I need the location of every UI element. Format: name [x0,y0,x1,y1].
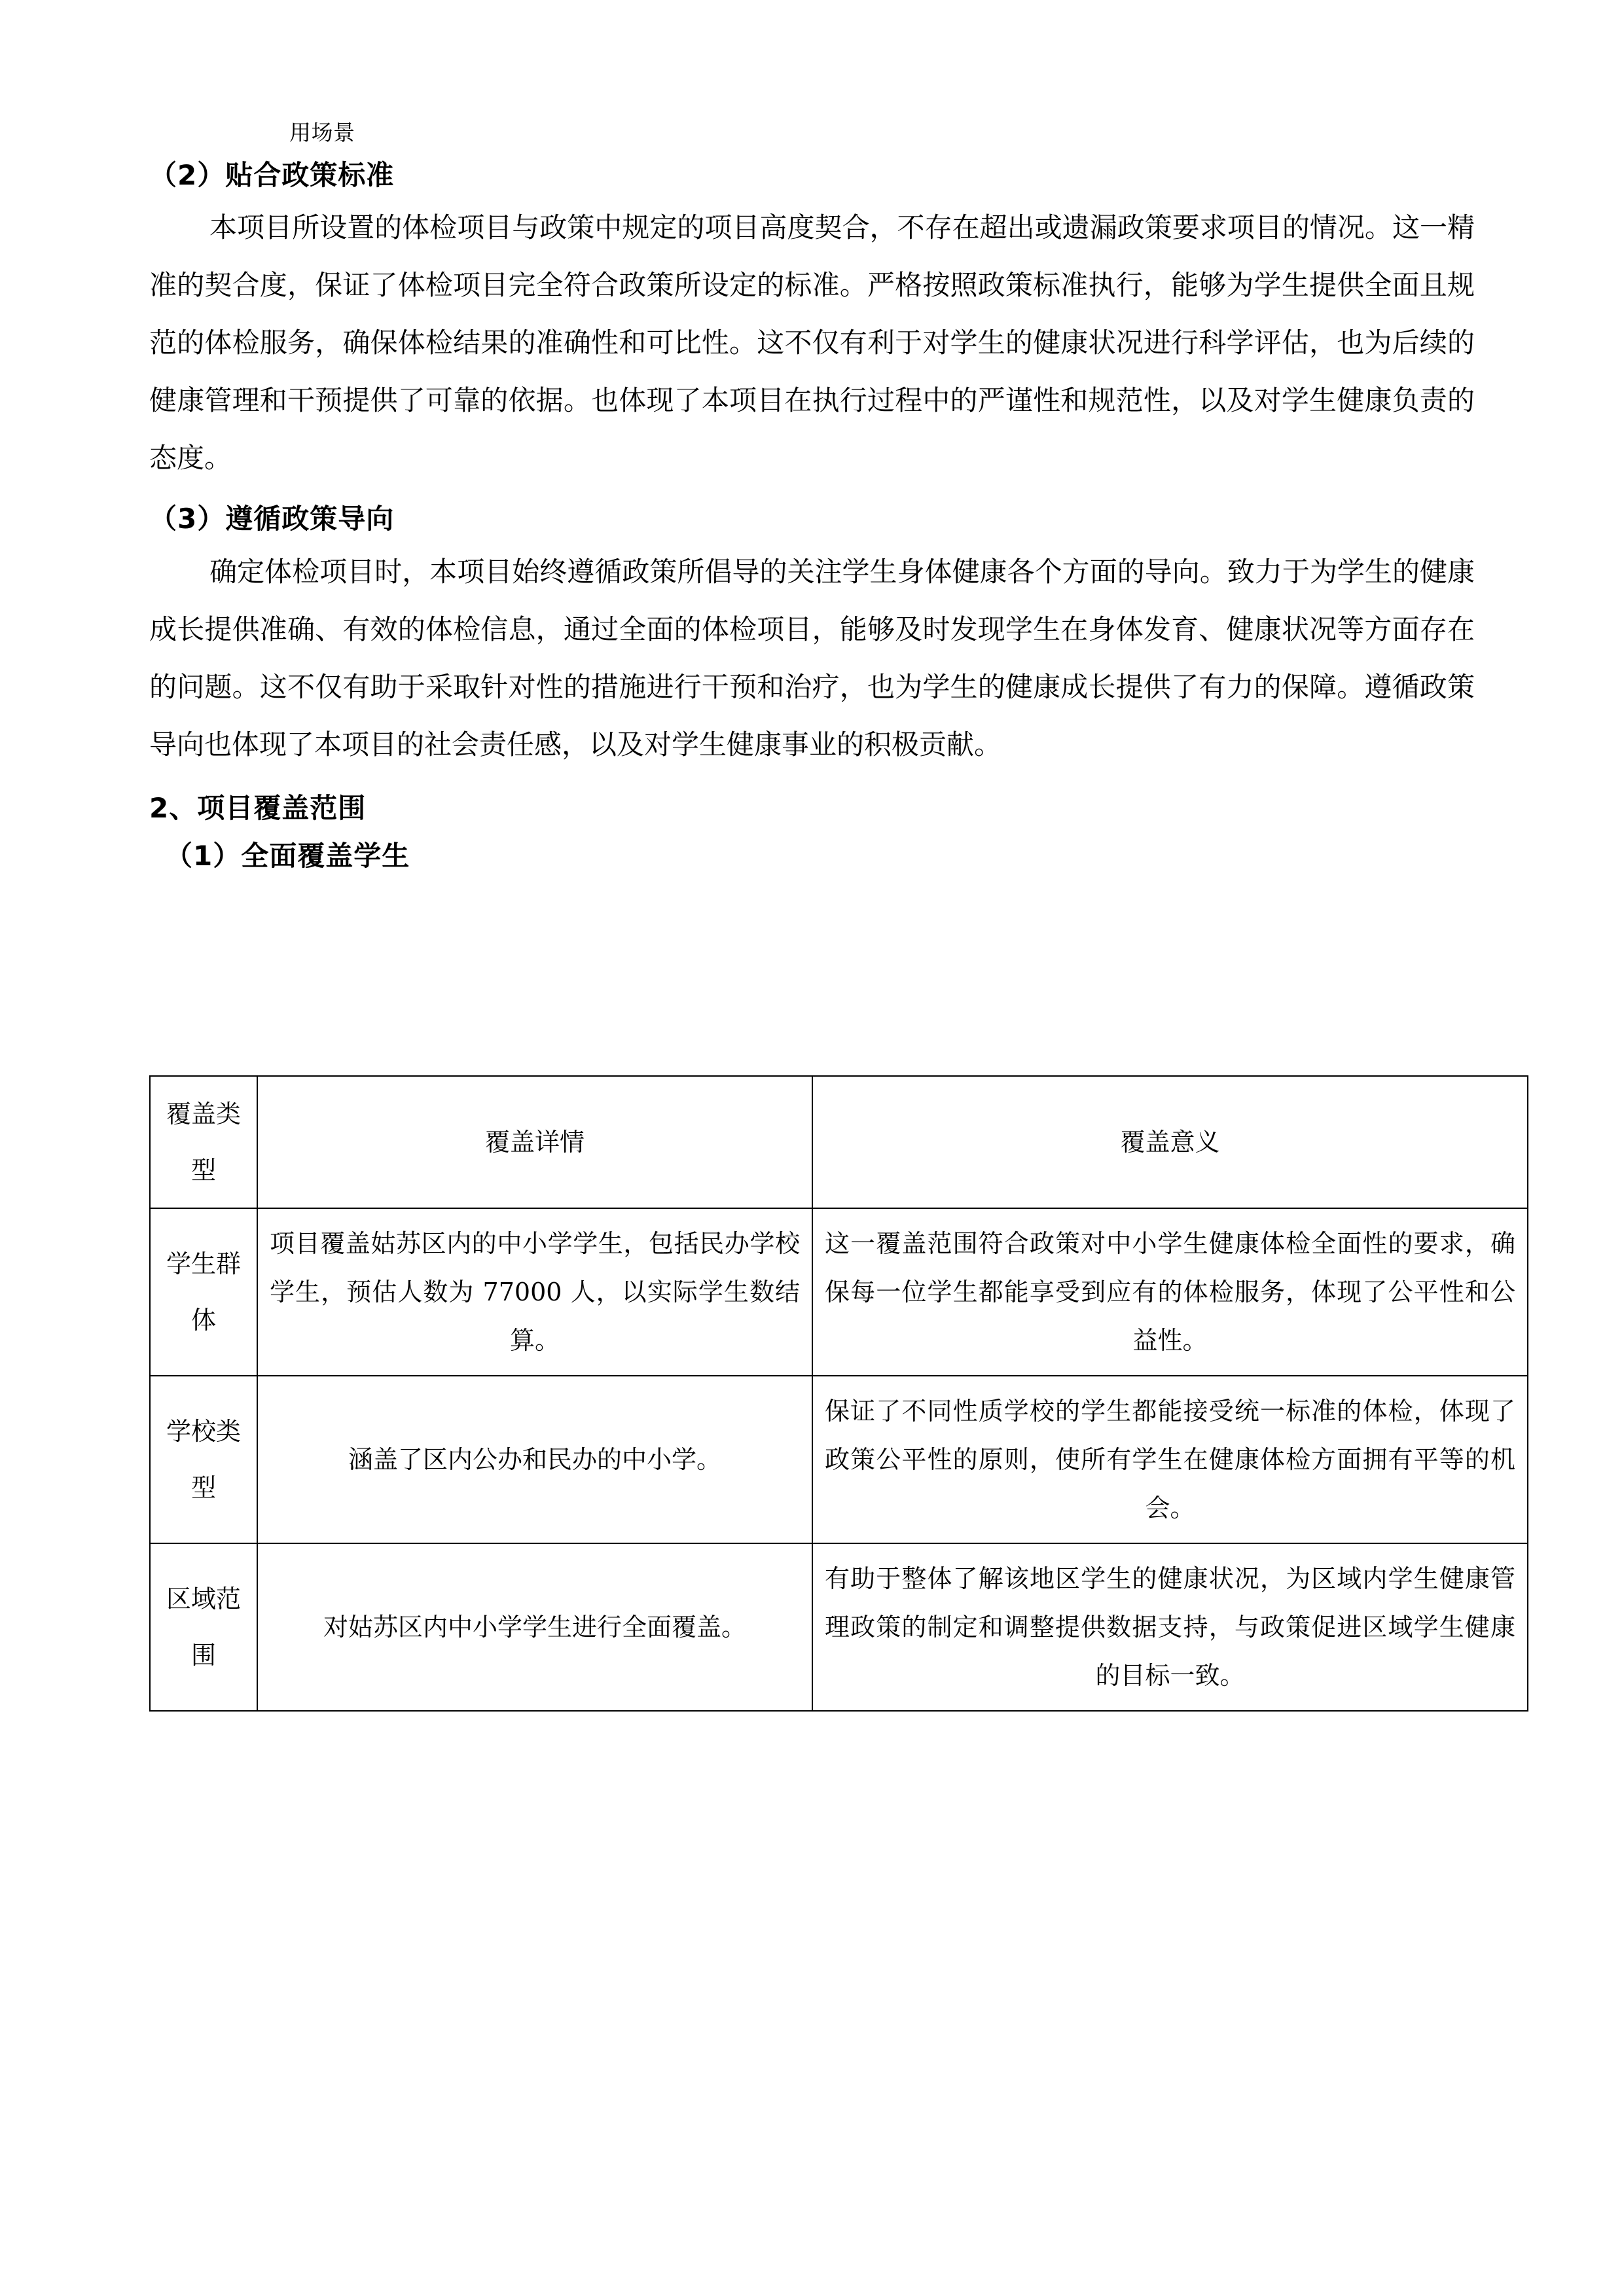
table-header-coverage-meaning [812,1076,1528,1208]
table-row [150,1208,1528,1376]
table-header-row [150,1076,1528,1208]
table-cell-detail-region-scope-text: 对姑苏区内中小学学生进行全面覆盖。 [323,1613,746,1641]
table-cell-detail-school-type-text: 涵盖了区内公办和民办的中小学。 [348,1445,721,1474]
table-cell-type-school-type [150,1376,257,1543]
table-cell-meaning-school-type-text: 保证了不同性质学校的学生都能接受统一标准的体检，体现了政策公平性的原则，使所有学生在健康体检方面拥有平等的机会。 [825,1397,1515,1522]
heading-full-student-coverage: （1）全面覆盖学生 [165,840,410,872]
table-cell-type-region-scope-text: 区域范围 [166,1585,241,1670]
heading-policy-orientation: （3）遵循政策导向 [149,503,395,535]
table-header-coverage-type-label: 覆盖类型 [166,1100,241,1185]
document-body [149,0,1475,870]
table-row [150,1543,1528,1711]
table-cell-detail-student-group [257,1208,812,1376]
table-cell-detail-region-scope [257,1543,812,1711]
table-header-coverage-meaning-label: 覆盖意义 [1120,1128,1220,1157]
coverage-table-wrapper [149,1075,1515,1712]
orphan-text-fragment: 用场景 [289,120,355,145]
table-cell-type-student-group [150,1208,257,1376]
table-cell-type-region-scope [150,1543,257,1711]
coverage-table [149,1075,1528,1712]
table-cell-meaning-region-scope-text: 有助于整体了解该地区学生的健康状况，为区域内学生健康管理政策的制定和调整提供数据支持，与政策促进区域学生健康的目标一致。 [825,1564,1515,1690]
table-row [150,1376,1528,1543]
table-header-coverage-detail-label: 覆盖详情 [484,1128,585,1157]
paragraph-policy-standard: 本项目所设置的体检项目与政策中规定的项目高度契合，不存在超出或遗漏政策要求项目的情况。这一精准的契合度，保证了体检项目完全符合政策所设定的标准。严格按照政策标准执行，能够为学生提供全面且规范的体检服务，确保体检结果的准确性和可比性。这不仅有利于对学生的健康状况进行科学评估，也为后续的健康管理和干预提供了可靠的依据。也体现了本项目在执行过程中的严谨性和规范性，以及对学生健康负责的态度。 [149,211,1475,475]
table-cell-type-school-type-text: 学校类型 [166,1417,241,1502]
table-cell-meaning-school-type [812,1376,1528,1543]
table-cell-meaning-region-scope [812,1543,1528,1711]
table-cell-type-student-group-text: 学生群体 [166,1249,241,1335]
table-header-coverage-type [150,1076,257,1208]
paragraph-policy-orientation: 确定体检项目时，本项目始终遵循政策所倡导的关注学生身体健康各个方面的导向。致力于为学生的健康成长提供准确、有效的体检信息，通过全面的体检项目，能够及时发现学生在身体发育、健康状况等方面存在的问题。这不仅有助于采取针对性的措施进行干预和治疗，也为学生的健康成长提供了有力的保障。遵循政策导向也体现了本项目的社会责任感，以及对学生健康事业的积极贡献。 [149,555,1475,761]
table-cell-meaning-student-group-text: 这一覆盖范围符合政策对中小学生健康体检全面性的要求，确保每一位学生都能享受到应有的体检服务，体现了公平性和公益性。 [825,1229,1515,1355]
table-cell-detail-school-type [257,1376,812,1543]
heading-project-coverage-scope: 2、项目覆盖范围 [149,791,367,824]
heading-policy-standard: （2）贴合政策标准 [149,159,395,191]
table-cell-detail-student-group-text: 项目覆盖姑苏区内的中小学学生，包括民办学校学生，预估人数为 77000 人，以实际学生数结算。 [270,1229,800,1355]
table-cell-meaning-student-group [812,1208,1528,1376]
table-header-coverage-detail [257,1076,812,1208]
